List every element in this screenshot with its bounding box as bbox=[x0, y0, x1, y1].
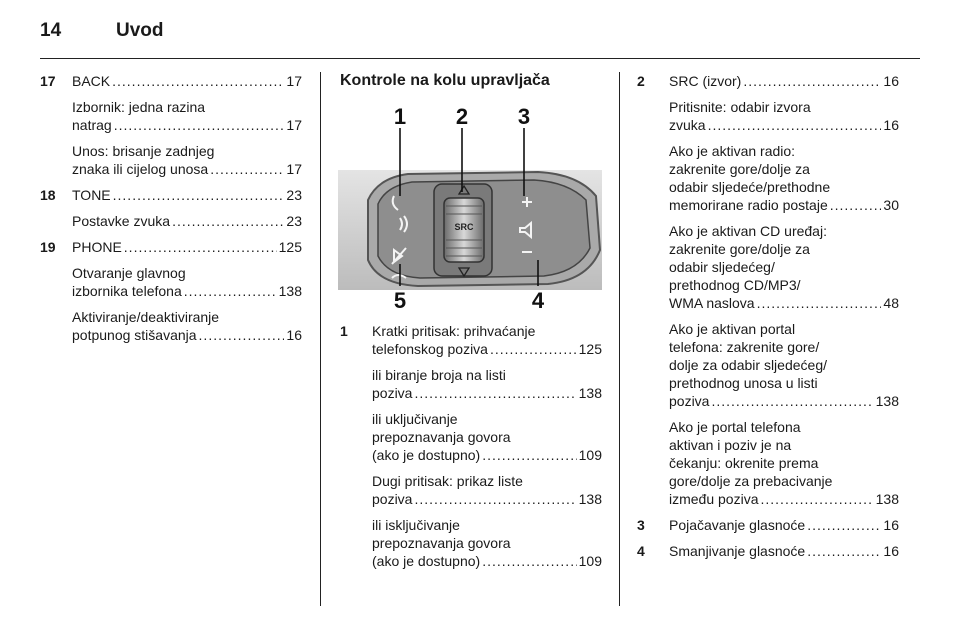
page-reference-link[interactable]: 16 bbox=[883, 73, 899, 89]
entry-text: zvuka bbox=[669, 117, 706, 133]
entry-text: gore/dolje za prebacivanje bbox=[669, 473, 833, 489]
dot-leader bbox=[210, 160, 284, 178]
entry-line bbox=[669, 472, 899, 490]
entry-paragraph bbox=[372, 516, 602, 570]
page-reference-link[interactable]: 16 bbox=[883, 117, 899, 133]
page-reference-link[interactable]: 138 bbox=[578, 491, 602, 507]
entry-text: aktivan i poziv je na bbox=[669, 437, 792, 453]
dot-leader bbox=[482, 446, 576, 464]
dot-leader bbox=[708, 116, 882, 134]
entry-line bbox=[669, 454, 899, 472]
index-entry bbox=[40, 238, 302, 344]
entry-line bbox=[372, 516, 602, 534]
entry-paragraph bbox=[372, 322, 602, 358]
entry-text: ili biranje broja na listi bbox=[372, 367, 506, 383]
entry-paragraph bbox=[669, 320, 899, 410]
header-rule bbox=[40, 58, 920, 59]
entry-paragraph bbox=[669, 222, 899, 312]
entry-line bbox=[72, 160, 302, 178]
entry-paragraph bbox=[669, 72, 899, 90]
entry-line bbox=[72, 282, 302, 300]
entry-number: 18 bbox=[40, 187, 56, 203]
entry-number: 17 bbox=[40, 73, 56, 89]
page-reference-link[interactable]: 138 bbox=[875, 491, 899, 507]
entry-text: Ako je aktivan portal bbox=[669, 321, 796, 337]
entry-line bbox=[669, 418, 899, 436]
page-reference-link[interactable]: 17 bbox=[286, 161, 302, 177]
entry-number: 19 bbox=[40, 239, 56, 255]
entry-line bbox=[669, 276, 899, 294]
entry-number: 3 bbox=[637, 517, 645, 533]
entry-line bbox=[669, 338, 899, 356]
section-title: Kontrole na kolu upravljača bbox=[340, 72, 550, 89]
entry-paragraph bbox=[72, 142, 302, 178]
page-reference-link[interactable]: 125 bbox=[578, 341, 602, 357]
entry-text: Ako je aktivan CD uređaj: bbox=[669, 223, 827, 239]
column-divider bbox=[619, 72, 620, 606]
entry-line bbox=[72, 264, 302, 282]
entry-line bbox=[372, 384, 602, 402]
dot-leader bbox=[743, 72, 881, 90]
entry-text: Pritisnite: odabir izvora bbox=[669, 99, 811, 115]
entry-paragraph bbox=[372, 472, 602, 508]
entry-line bbox=[372, 366, 602, 384]
page-reference-link[interactable]: 125 bbox=[278, 239, 302, 255]
column-divider bbox=[320, 72, 321, 606]
entry-line bbox=[669, 196, 899, 214]
page-reference-link[interactable]: 16 bbox=[286, 327, 302, 343]
dot-leader bbox=[124, 238, 277, 256]
entry-line bbox=[372, 490, 602, 508]
column-middle bbox=[340, 72, 602, 570]
entry-line bbox=[72, 238, 302, 256]
entry-text: dolje za odabir sljedećeg/ bbox=[669, 357, 827, 373]
entry-text: zakrenite gore/dolje za bbox=[669, 241, 810, 257]
entry-text: čekanju: okrenite prema bbox=[669, 455, 819, 471]
entry-line bbox=[669, 542, 899, 560]
page-header bbox=[40, 20, 164, 42]
dot-leader bbox=[414, 384, 576, 402]
entry-number: 1 bbox=[340, 323, 348, 339]
page-reference-link[interactable]: 23 bbox=[286, 213, 302, 229]
entry-text: izbornika telefona bbox=[72, 283, 182, 299]
index-entry bbox=[40, 72, 302, 178]
page-number: 14 bbox=[40, 20, 62, 41]
entry-line bbox=[669, 516, 899, 534]
entry-text: telefonskog poziva bbox=[372, 341, 488, 357]
entry-text: prethodnog unosa u listi bbox=[669, 375, 818, 391]
page-reference-link[interactable]: 17 bbox=[286, 117, 302, 133]
entry-text: Pojačavanje glasnoće bbox=[669, 517, 806, 533]
index-entry bbox=[340, 322, 602, 570]
entry-text: BACK bbox=[72, 73, 111, 89]
dot-leader bbox=[199, 326, 285, 344]
entry-text: Unos: brisanje zadnjeg bbox=[72, 143, 215, 159]
entry-line bbox=[72, 326, 302, 344]
entry-line bbox=[669, 178, 899, 196]
chapter-title: Uvod bbox=[116, 20, 164, 41]
entry-text: WMA naslova bbox=[669, 295, 755, 311]
entry-text: Smanjivanje glasnoće bbox=[669, 543, 806, 559]
entry-number: 2 bbox=[637, 73, 645, 89]
page-reference-link[interactable]: 138 bbox=[875, 393, 899, 409]
entry-line bbox=[669, 72, 899, 90]
entry-line bbox=[72, 116, 302, 134]
dot-leader bbox=[113, 186, 285, 204]
entry-line bbox=[72, 98, 302, 116]
entry-text: Ako je portal telefona bbox=[669, 419, 801, 435]
entry-line bbox=[669, 160, 899, 178]
entry-text: potpunog stišavanja bbox=[72, 327, 197, 343]
callout-2: 2 bbox=[455, 104, 469, 129]
entry-text: prepoznavanja govora bbox=[372, 535, 511, 551]
entry-text: Kratki pritisak: prihvaćanje bbox=[372, 323, 536, 339]
entry-number: 4 bbox=[637, 543, 645, 559]
entry-line bbox=[372, 534, 602, 552]
entry-line bbox=[72, 186, 302, 204]
entry-line bbox=[669, 490, 899, 508]
entry-line bbox=[669, 436, 899, 454]
entry-line bbox=[669, 294, 899, 312]
index-entry bbox=[637, 516, 899, 534]
entry-paragraph bbox=[669, 98, 899, 134]
entry-line bbox=[72, 142, 302, 160]
steering-wheel-figure bbox=[340, 100, 602, 312]
entry-text: znaka ili cijelog unosa bbox=[72, 161, 209, 177]
src-knob-label: SRC bbox=[454, 222, 474, 232]
dot-leader bbox=[184, 282, 277, 300]
column-right bbox=[637, 72, 899, 560]
page-reference-link[interactable]: 17 bbox=[286, 73, 302, 89]
entry-text: ili isključivanje bbox=[372, 517, 460, 533]
entry-text: telefona: zakrenite gore/ bbox=[669, 339, 820, 355]
callout-3: 3 bbox=[517, 104, 531, 129]
entry-line bbox=[669, 374, 899, 392]
page-reference-link[interactable]: 23 bbox=[286, 187, 302, 203]
entry-paragraph bbox=[72, 212, 302, 230]
dot-leader bbox=[830, 196, 882, 214]
dot-leader bbox=[414, 490, 576, 508]
entry-line bbox=[669, 392, 899, 410]
page-reference-link[interactable]: 16 bbox=[883, 517, 899, 533]
page-reference-link[interactable]: 109 bbox=[578, 553, 602, 569]
entry-text: prethodnog CD/MP3/ bbox=[669, 277, 801, 293]
entry-paragraph bbox=[72, 72, 302, 90]
entry-text: između poziva bbox=[669, 491, 759, 507]
index-entry bbox=[637, 542, 899, 560]
index-entry bbox=[637, 72, 899, 508]
entry-paragraph bbox=[669, 542, 899, 560]
page-reference-link[interactable]: 138 bbox=[278, 283, 302, 299]
entry-line bbox=[669, 240, 899, 258]
entry-paragraph bbox=[72, 98, 302, 134]
entry-text: Izbornik: jedna razina bbox=[72, 99, 206, 115]
index-entry bbox=[40, 186, 302, 230]
entry-line bbox=[669, 320, 899, 338]
entry-paragraph bbox=[72, 238, 302, 256]
entry-line bbox=[72, 308, 302, 326]
entry-line bbox=[669, 258, 899, 276]
page-reference-link[interactable]: 138 bbox=[578, 385, 602, 401]
entry-text: Postavke zvuka bbox=[72, 213, 171, 229]
entry-text: Otvaranje glavnog bbox=[72, 265, 186, 281]
entry-line bbox=[372, 446, 602, 464]
figure-legend bbox=[340, 322, 602, 570]
entry-line bbox=[372, 322, 602, 340]
entry-text: memorirane radio postaje bbox=[669, 197, 828, 213]
entry-line bbox=[669, 356, 899, 374]
page-reference-link[interactable]: 30 bbox=[883, 197, 899, 213]
callout-1: 1 bbox=[393, 104, 407, 129]
entry-text: poziva bbox=[669, 393, 710, 409]
entry-text: (ako je dostupno) bbox=[372, 553, 481, 569]
entry-line bbox=[372, 552, 602, 570]
entry-paragraph bbox=[669, 516, 899, 534]
entry-text: PHONE bbox=[72, 239, 122, 255]
dot-leader bbox=[711, 392, 873, 410]
entry-line bbox=[372, 472, 602, 490]
page-reference-link[interactable]: 48 bbox=[883, 295, 899, 311]
entry-line bbox=[372, 340, 602, 358]
dot-leader bbox=[807, 516, 881, 534]
entry-text: zakrenite gore/dolje za bbox=[669, 161, 810, 177]
entry-line bbox=[669, 116, 899, 134]
entry-text: Dugi pritisak: prikaz liste bbox=[372, 473, 523, 489]
entry-paragraph bbox=[72, 186, 302, 204]
dot-leader bbox=[482, 552, 576, 570]
entry-line bbox=[669, 222, 899, 240]
entry-text: prepoznavanja govora bbox=[372, 429, 511, 445]
entry-text: (ako je dostupno) bbox=[372, 447, 481, 463]
entry-line bbox=[669, 98, 899, 116]
entry-text: poziva bbox=[372, 491, 413, 507]
dot-leader bbox=[757, 294, 882, 312]
dot-leader bbox=[761, 490, 874, 508]
callout-5: 5 bbox=[393, 288, 407, 312]
entry-text: natrag bbox=[72, 117, 112, 133]
page-reference-link[interactable]: 16 bbox=[883, 543, 899, 559]
dot-leader bbox=[112, 72, 284, 90]
entry-text: ili uključivanje bbox=[372, 411, 458, 427]
entry-paragraph bbox=[72, 264, 302, 300]
dot-leader bbox=[172, 212, 284, 230]
entry-paragraph bbox=[72, 308, 302, 344]
column-left bbox=[40, 72, 302, 344]
entry-text: Ako je aktivan radio: bbox=[669, 143, 796, 159]
entry-text: poziva bbox=[372, 385, 413, 401]
entry-line bbox=[669, 142, 899, 160]
page-reference-link[interactable]: 109 bbox=[578, 447, 602, 463]
entry-line bbox=[72, 72, 302, 90]
dot-leader bbox=[114, 116, 285, 134]
entry-paragraph bbox=[372, 410, 602, 464]
entry-text: TONE bbox=[72, 187, 111, 203]
entry-line bbox=[372, 428, 602, 446]
entry-paragraph bbox=[372, 366, 602, 402]
entry-paragraph bbox=[669, 418, 899, 508]
entry-paragraph bbox=[669, 142, 899, 214]
dot-leader bbox=[490, 340, 577, 358]
entry-line bbox=[372, 410, 602, 428]
callout-4: 4 bbox=[531, 288, 545, 312]
entry-line bbox=[72, 212, 302, 230]
entry-text: SRC (izvor) bbox=[669, 73, 742, 89]
entry-text: odabir sljedećeg/ bbox=[669, 259, 775, 275]
dot-leader bbox=[807, 542, 881, 560]
entry-text: Aktiviranje/deaktiviranje bbox=[72, 309, 220, 325]
entry-text: odabir sljedeće/prethodne bbox=[669, 179, 831, 195]
